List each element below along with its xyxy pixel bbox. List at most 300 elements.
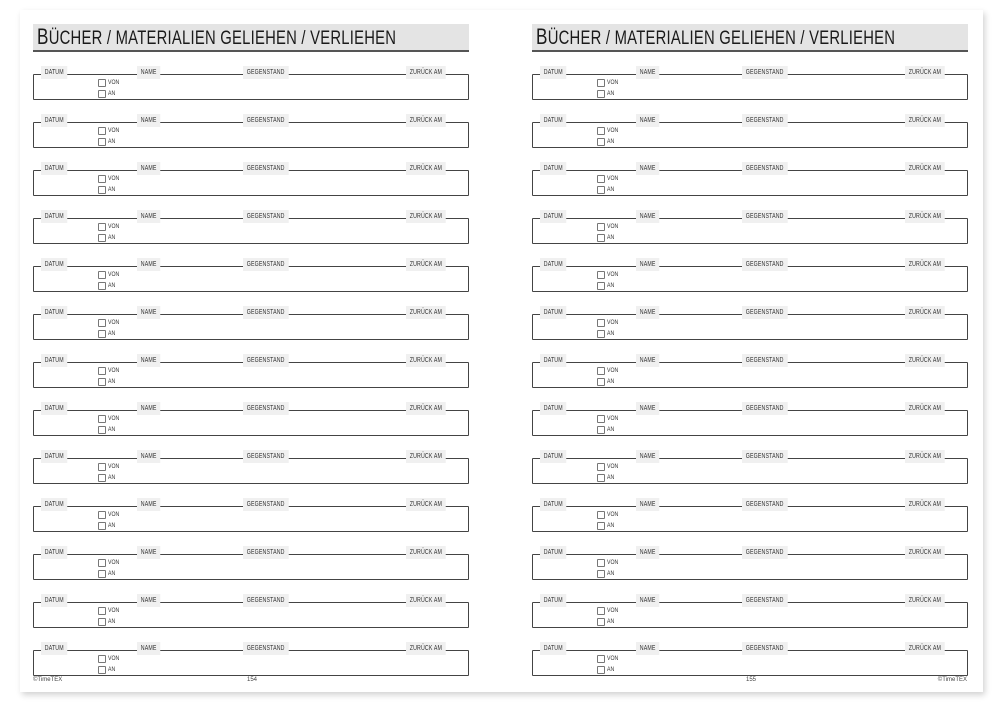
direction-checkboxes bbox=[98, 125, 122, 147]
von-checkbox[interactable] bbox=[98, 127, 106, 135]
name-label: NAME bbox=[137, 210, 160, 223]
von-label: VON bbox=[607, 79, 619, 86]
von-option[interactable] bbox=[597, 173, 621, 184]
an-label: AN bbox=[607, 90, 615, 97]
von-option[interactable] bbox=[98, 413, 122, 424]
an-option[interactable] bbox=[597, 616, 621, 627]
name-label: NAME bbox=[137, 258, 160, 271]
von-option[interactable] bbox=[597, 461, 621, 472]
an-checkbox[interactable] bbox=[597, 618, 605, 626]
entry-row[interactable] bbox=[33, 549, 469, 580]
von-checkbox[interactable] bbox=[98, 79, 106, 87]
von-checkbox[interactable] bbox=[597, 367, 605, 375]
von-checkbox[interactable] bbox=[597, 79, 605, 87]
zuruck-am-label: ZURÜCK AM bbox=[406, 114, 446, 127]
an-option[interactable] bbox=[597, 424, 621, 435]
von-checkbox[interactable] bbox=[597, 463, 605, 471]
zuruck-am-label: ZURÜCK AM bbox=[905, 450, 945, 463]
page-left bbox=[20, 10, 501, 692]
von-option[interactable] bbox=[98, 125, 122, 136]
name-label: NAME bbox=[137, 546, 160, 559]
entry-row[interactable] bbox=[532, 165, 968, 196]
von-option[interactable] bbox=[597, 77, 621, 88]
an-label: AN bbox=[108, 282, 116, 289]
name-label: NAME bbox=[636, 594, 659, 607]
page-number: 154 bbox=[247, 677, 258, 683]
entry-row[interactable] bbox=[33, 261, 469, 292]
gegenstand-label: GEGENSTAND bbox=[742, 594, 787, 607]
gegenstand-label: GEGENSTAND bbox=[243, 162, 288, 175]
von-checkbox[interactable] bbox=[98, 607, 106, 615]
von-label: VON bbox=[607, 655, 619, 662]
an-checkbox[interactable] bbox=[98, 426, 106, 434]
von-label: VON bbox=[108, 127, 120, 134]
name-label: NAME bbox=[137, 402, 160, 415]
zuruck-am-label: ZURÜCK AM bbox=[406, 162, 446, 175]
page-title: BÜCHER / MATERIALIEN GELIEHEN / VERLIEHEN bbox=[536, 24, 896, 49]
an-checkbox[interactable] bbox=[98, 330, 106, 338]
von-label: VON bbox=[108, 511, 120, 518]
name-label: NAME bbox=[137, 66, 160, 79]
an-option[interactable] bbox=[98, 328, 122, 339]
zuruck-am-label: ZURÜCK AM bbox=[406, 594, 446, 607]
von-checkbox[interactable] bbox=[98, 319, 106, 327]
von-option[interactable] bbox=[597, 509, 621, 520]
page-number: 155 bbox=[746, 677, 757, 683]
an-label: AN bbox=[607, 618, 615, 625]
von-option[interactable] bbox=[98, 269, 122, 280]
datum-label: DATUM bbox=[540, 354, 567, 367]
gegenstand-label: GEGENSTAND bbox=[742, 498, 787, 511]
an-label: AN bbox=[108, 234, 116, 241]
von-option[interactable] bbox=[98, 365, 122, 376]
an-checkbox[interactable] bbox=[98, 234, 106, 242]
datum-label: DATUM bbox=[41, 642, 68, 655]
entry-row[interactable] bbox=[33, 597, 469, 628]
direction-checkboxes bbox=[597, 221, 621, 243]
page-header bbox=[33, 24, 469, 52]
an-checkbox[interactable] bbox=[597, 90, 605, 98]
datum-label: DATUM bbox=[540, 114, 567, 127]
direction-checkboxes bbox=[597, 605, 621, 627]
gegenstand-label: GEGENSTAND bbox=[243, 258, 288, 271]
an-option[interactable] bbox=[98, 568, 122, 579]
datum-label: DATUM bbox=[41, 546, 68, 559]
gegenstand-label: GEGENSTAND bbox=[742, 402, 787, 415]
an-option[interactable] bbox=[597, 280, 621, 291]
von-label: VON bbox=[108, 655, 120, 662]
von-label: VON bbox=[607, 127, 619, 134]
name-label: NAME bbox=[636, 114, 659, 127]
zuruck-am-label: ZURÜCK AM bbox=[905, 114, 945, 127]
datum-label: DATUM bbox=[540, 162, 567, 175]
zuruck-am-label: ZURÜCK AM bbox=[905, 642, 945, 655]
an-option[interactable] bbox=[597, 136, 621, 147]
von-checkbox[interactable] bbox=[98, 511, 106, 519]
entry-rows bbox=[532, 69, 968, 698]
an-option[interactable] bbox=[597, 232, 621, 243]
entry-row[interactable] bbox=[33, 357, 469, 388]
an-checkbox[interactable] bbox=[597, 426, 605, 434]
name-label: NAME bbox=[636, 162, 659, 175]
direction-checkboxes bbox=[98, 605, 122, 627]
an-option[interactable] bbox=[597, 568, 621, 579]
von-option[interactable] bbox=[98, 605, 122, 616]
name-label: NAME bbox=[636, 258, 659, 271]
name-label: NAME bbox=[137, 594, 160, 607]
von-label: VON bbox=[108, 175, 120, 182]
gegenstand-label: GEGENSTAND bbox=[742, 354, 787, 367]
name-label: NAME bbox=[636, 354, 659, 367]
von-option[interactable] bbox=[98, 653, 122, 664]
zuruck-am-label: ZURÜCK AM bbox=[905, 306, 945, 319]
gegenstand-label: GEGENSTAND bbox=[742, 306, 787, 319]
gegenstand-label: GEGENSTAND bbox=[243, 210, 288, 223]
von-option[interactable] bbox=[98, 509, 122, 520]
datum-label: DATUM bbox=[540, 498, 567, 511]
von-checkbox[interactable] bbox=[98, 367, 106, 375]
an-checkbox[interactable] bbox=[597, 666, 605, 674]
von-label: VON bbox=[108, 223, 120, 230]
name-label: NAME bbox=[137, 498, 160, 511]
an-label: AN bbox=[607, 570, 615, 577]
direction-checkboxes bbox=[98, 269, 122, 291]
an-label: AN bbox=[607, 138, 615, 145]
datum-label: DATUM bbox=[540, 258, 567, 271]
an-label: AN bbox=[108, 618, 116, 625]
an-checkbox[interactable] bbox=[597, 234, 605, 242]
an-option[interactable] bbox=[98, 376, 122, 387]
an-option[interactable] bbox=[98, 88, 122, 99]
zuruck-am-label: ZURÜCK AM bbox=[905, 402, 945, 415]
an-checkbox[interactable] bbox=[597, 282, 605, 290]
direction-checkboxes bbox=[597, 461, 621, 483]
an-option[interactable] bbox=[597, 376, 621, 387]
entry-row[interactable] bbox=[33, 165, 469, 196]
name-label: NAME bbox=[137, 354, 160, 367]
zuruck-am-label: ZURÜCK AM bbox=[406, 66, 446, 79]
direction-checkboxes bbox=[98, 317, 122, 339]
an-label: AN bbox=[607, 282, 615, 289]
an-checkbox[interactable] bbox=[98, 618, 106, 626]
an-checkbox[interactable] bbox=[597, 186, 605, 194]
von-label: VON bbox=[607, 511, 619, 518]
von-option[interactable] bbox=[597, 317, 621, 328]
von-label: VON bbox=[607, 463, 619, 470]
an-label: AN bbox=[607, 522, 615, 529]
direction-checkboxes bbox=[597, 413, 621, 435]
gegenstand-label: GEGENSTAND bbox=[742, 114, 787, 127]
an-label: AN bbox=[607, 234, 615, 241]
an-checkbox[interactable] bbox=[98, 666, 106, 674]
an-option[interactable] bbox=[597, 88, 621, 99]
name-label: NAME bbox=[137, 450, 160, 463]
von-checkbox[interactable] bbox=[597, 319, 605, 327]
name-label: NAME bbox=[636, 210, 659, 223]
von-checkbox[interactable] bbox=[597, 223, 605, 231]
von-checkbox[interactable] bbox=[98, 223, 106, 231]
von-option[interactable] bbox=[98, 317, 122, 328]
zuruck-am-label: ZURÜCK AM bbox=[905, 498, 945, 511]
name-label: NAME bbox=[636, 498, 659, 511]
name-label: NAME bbox=[636, 66, 659, 79]
von-label: VON bbox=[607, 175, 619, 182]
copyright: ©TimeTEX bbox=[33, 677, 63, 683]
von-checkbox[interactable] bbox=[98, 463, 106, 471]
von-option[interactable] bbox=[597, 221, 621, 232]
an-checkbox[interactable] bbox=[597, 330, 605, 338]
gegenstand-label: GEGENSTAND bbox=[742, 450, 787, 463]
datum-label: DATUM bbox=[41, 210, 68, 223]
von-option[interactable] bbox=[98, 77, 122, 88]
datum-label: DATUM bbox=[41, 114, 68, 127]
an-option[interactable] bbox=[98, 616, 122, 627]
name-label: NAME bbox=[137, 114, 160, 127]
von-label: VON bbox=[607, 367, 619, 374]
von-checkbox[interactable] bbox=[597, 655, 605, 663]
von-label: VON bbox=[108, 559, 120, 566]
von-label: VON bbox=[607, 223, 619, 230]
zuruck-am-label: ZURÜCK AM bbox=[905, 546, 945, 559]
von-label: VON bbox=[108, 367, 120, 374]
entry-row[interactable] bbox=[532, 453, 968, 484]
von-label: VON bbox=[108, 607, 120, 614]
entry-rows bbox=[33, 69, 469, 698]
gegenstand-label: GEGENSTAND bbox=[742, 642, 787, 655]
an-checkbox[interactable] bbox=[98, 186, 106, 194]
von-option[interactable] bbox=[597, 413, 621, 424]
entry-row[interactable] bbox=[33, 309, 469, 340]
direction-checkboxes bbox=[98, 365, 122, 387]
gegenstand-label: GEGENSTAND bbox=[742, 162, 787, 175]
direction-checkboxes bbox=[98, 221, 122, 243]
an-option[interactable] bbox=[597, 328, 621, 339]
von-checkbox[interactable] bbox=[597, 415, 605, 423]
von-checkbox[interactable] bbox=[597, 175, 605, 183]
gegenstand-label: GEGENSTAND bbox=[742, 66, 787, 79]
entry-row[interactable] bbox=[532, 597, 968, 628]
direction-checkboxes bbox=[98, 173, 122, 195]
entry-row[interactable] bbox=[532, 501, 968, 532]
entry-row[interactable] bbox=[532, 357, 968, 388]
an-option[interactable] bbox=[98, 472, 122, 483]
gegenstand-label: GEGENSTAND bbox=[742, 546, 787, 559]
gegenstand-label: GEGENSTAND bbox=[243, 402, 288, 415]
an-option[interactable] bbox=[597, 664, 621, 675]
entry-row[interactable] bbox=[33, 405, 469, 436]
an-checkbox[interactable] bbox=[597, 570, 605, 578]
entry-row[interactable] bbox=[33, 645, 469, 676]
datum-label: DATUM bbox=[540, 66, 567, 79]
von-option[interactable] bbox=[597, 605, 621, 616]
datum-label: DATUM bbox=[41, 306, 68, 319]
gegenstand-label: GEGENSTAND bbox=[742, 210, 787, 223]
direction-checkboxes bbox=[597, 77, 621, 99]
von-label: VON bbox=[108, 79, 120, 86]
an-label: AN bbox=[108, 186, 116, 193]
datum-label: DATUM bbox=[540, 210, 567, 223]
an-checkbox[interactable] bbox=[597, 138, 605, 146]
page-header bbox=[532, 24, 968, 52]
an-option[interactable] bbox=[98, 280, 122, 291]
name-label: NAME bbox=[636, 306, 659, 319]
von-checkbox[interactable] bbox=[98, 271, 106, 279]
zuruck-am-label: ZURÜCK AM bbox=[905, 66, 945, 79]
entry-row[interactable] bbox=[33, 69, 469, 100]
von-option[interactable] bbox=[98, 461, 122, 472]
von-label: VON bbox=[607, 415, 619, 422]
direction-checkboxes bbox=[98, 653, 122, 675]
von-label: VON bbox=[607, 607, 619, 614]
datum-label: DATUM bbox=[540, 594, 567, 607]
an-label: AN bbox=[108, 474, 116, 481]
zuruck-am-label: ZURÜCK AM bbox=[905, 258, 945, 271]
an-label: AN bbox=[607, 330, 615, 337]
von-label: VON bbox=[108, 319, 120, 326]
zuruck-am-label: ZURÜCK AM bbox=[406, 210, 446, 223]
an-checkbox[interactable] bbox=[98, 522, 106, 530]
an-option[interactable] bbox=[98, 664, 122, 675]
von-checkbox[interactable] bbox=[597, 271, 605, 279]
datum-label: DATUM bbox=[540, 450, 567, 463]
von-checkbox[interactable] bbox=[98, 559, 106, 567]
an-option[interactable] bbox=[597, 520, 621, 531]
direction-checkboxes bbox=[98, 77, 122, 99]
zuruck-am-label: ZURÜCK AM bbox=[406, 258, 446, 271]
entry-row[interactable] bbox=[33, 501, 469, 532]
von-checkbox[interactable] bbox=[597, 559, 605, 567]
an-option[interactable] bbox=[98, 232, 122, 243]
an-option[interactable] bbox=[98, 184, 122, 195]
von-label: VON bbox=[607, 271, 619, 278]
gegenstand-label: GEGENSTAND bbox=[243, 594, 288, 607]
datum-label: DATUM bbox=[41, 162, 68, 175]
entry-row[interactable] bbox=[33, 117, 469, 148]
an-checkbox[interactable] bbox=[597, 522, 605, 530]
an-label: AN bbox=[607, 666, 615, 673]
von-option[interactable] bbox=[98, 173, 122, 184]
von-checkbox[interactable] bbox=[597, 607, 605, 615]
page-title: BÜCHER / MATERIALIEN GELIEHEN / VERLIEHEN bbox=[37, 24, 397, 49]
an-checkbox[interactable] bbox=[98, 378, 106, 386]
an-label: AN bbox=[108, 522, 116, 529]
von-label: VON bbox=[108, 463, 120, 470]
datum-label: DATUM bbox=[540, 306, 567, 319]
zuruck-am-label: ZURÜCK AM bbox=[406, 402, 446, 415]
von-option[interactable] bbox=[597, 269, 621, 280]
an-label: AN bbox=[108, 426, 116, 433]
entry-row[interactable] bbox=[532, 261, 968, 292]
datum-label: DATUM bbox=[41, 258, 68, 271]
von-option[interactable] bbox=[597, 557, 621, 568]
an-label: AN bbox=[108, 330, 116, 337]
direction-checkboxes bbox=[597, 317, 621, 339]
von-option[interactable] bbox=[98, 557, 122, 568]
datum-label: DATUM bbox=[41, 354, 68, 367]
gegenstand-label: GEGENSTAND bbox=[243, 66, 288, 79]
gegenstand-label: GEGENSTAND bbox=[243, 114, 288, 127]
entry-row[interactable] bbox=[532, 549, 968, 580]
direction-checkboxes bbox=[597, 173, 621, 195]
zuruck-am-label: ZURÜCK AM bbox=[905, 162, 945, 175]
gegenstand-label: GEGENSTAND bbox=[243, 642, 288, 655]
von-option[interactable] bbox=[597, 125, 621, 136]
von-label: VON bbox=[607, 559, 619, 566]
entry-row[interactable] bbox=[532, 645, 968, 676]
gegenstand-label: GEGENSTAND bbox=[742, 258, 787, 271]
an-checkbox[interactable] bbox=[98, 138, 106, 146]
direction-checkboxes bbox=[98, 509, 122, 531]
entry-row[interactable] bbox=[33, 213, 469, 244]
gegenstand-label: GEGENSTAND bbox=[243, 450, 288, 463]
an-checkbox[interactable] bbox=[98, 282, 106, 290]
an-option[interactable] bbox=[98, 136, 122, 147]
direction-checkboxes bbox=[98, 413, 122, 435]
gegenstand-label: GEGENSTAND bbox=[243, 546, 288, 559]
von-option[interactable] bbox=[597, 653, 621, 664]
an-option[interactable] bbox=[597, 472, 621, 483]
von-checkbox[interactable] bbox=[597, 127, 605, 135]
von-option[interactable] bbox=[98, 221, 122, 232]
von-option[interactable] bbox=[597, 365, 621, 376]
von-checkbox[interactable] bbox=[98, 415, 106, 423]
entry-row[interactable] bbox=[532, 309, 968, 340]
zuruck-am-label: ZURÜCK AM bbox=[905, 210, 945, 223]
an-checkbox[interactable] bbox=[597, 474, 605, 482]
an-option[interactable] bbox=[597, 184, 621, 195]
entry-row[interactable] bbox=[532, 405, 968, 436]
datum-label: DATUM bbox=[41, 498, 68, 511]
von-checkbox[interactable] bbox=[98, 655, 106, 663]
von-checkbox[interactable] bbox=[98, 175, 106, 183]
copyright: ©TimeTEX bbox=[937, 677, 967, 683]
gegenstand-label: GEGENSTAND bbox=[243, 498, 288, 511]
an-label: AN bbox=[108, 666, 116, 673]
notebook-spread bbox=[20, 10, 983, 692]
entry-row[interactable] bbox=[33, 453, 469, 484]
direction-checkboxes bbox=[597, 653, 621, 675]
name-label: NAME bbox=[636, 402, 659, 415]
an-label: AN bbox=[108, 90, 116, 97]
an-checkbox[interactable] bbox=[98, 474, 106, 482]
an-option[interactable] bbox=[98, 424, 122, 435]
entry-row[interactable] bbox=[532, 69, 968, 100]
zuruck-am-label: ZURÜCK AM bbox=[905, 594, 945, 607]
entry-row[interactable] bbox=[532, 213, 968, 244]
von-label: VON bbox=[607, 319, 619, 326]
datum-label: DATUM bbox=[41, 402, 68, 415]
direction-checkboxes bbox=[597, 509, 621, 531]
an-checkbox[interactable] bbox=[597, 378, 605, 386]
direction-checkboxes bbox=[597, 125, 621, 147]
datum-label: DATUM bbox=[41, 594, 68, 607]
an-label: AN bbox=[108, 138, 116, 145]
datum-label: DATUM bbox=[41, 450, 68, 463]
datum-label: DATUM bbox=[41, 66, 68, 79]
direction-checkboxes bbox=[597, 269, 621, 291]
zuruck-am-label: ZURÜCK AM bbox=[905, 354, 945, 367]
entry-row[interactable] bbox=[532, 117, 968, 148]
an-checkbox[interactable] bbox=[98, 570, 106, 578]
an-label: AN bbox=[108, 570, 116, 577]
zuruck-am-label: ZURÜCK AM bbox=[406, 450, 446, 463]
an-label: AN bbox=[108, 378, 116, 385]
von-label: VON bbox=[108, 271, 120, 278]
von-checkbox[interactable] bbox=[597, 511, 605, 519]
direction-checkboxes bbox=[597, 557, 621, 579]
an-checkbox[interactable] bbox=[98, 90, 106, 98]
an-option[interactable] bbox=[98, 520, 122, 531]
